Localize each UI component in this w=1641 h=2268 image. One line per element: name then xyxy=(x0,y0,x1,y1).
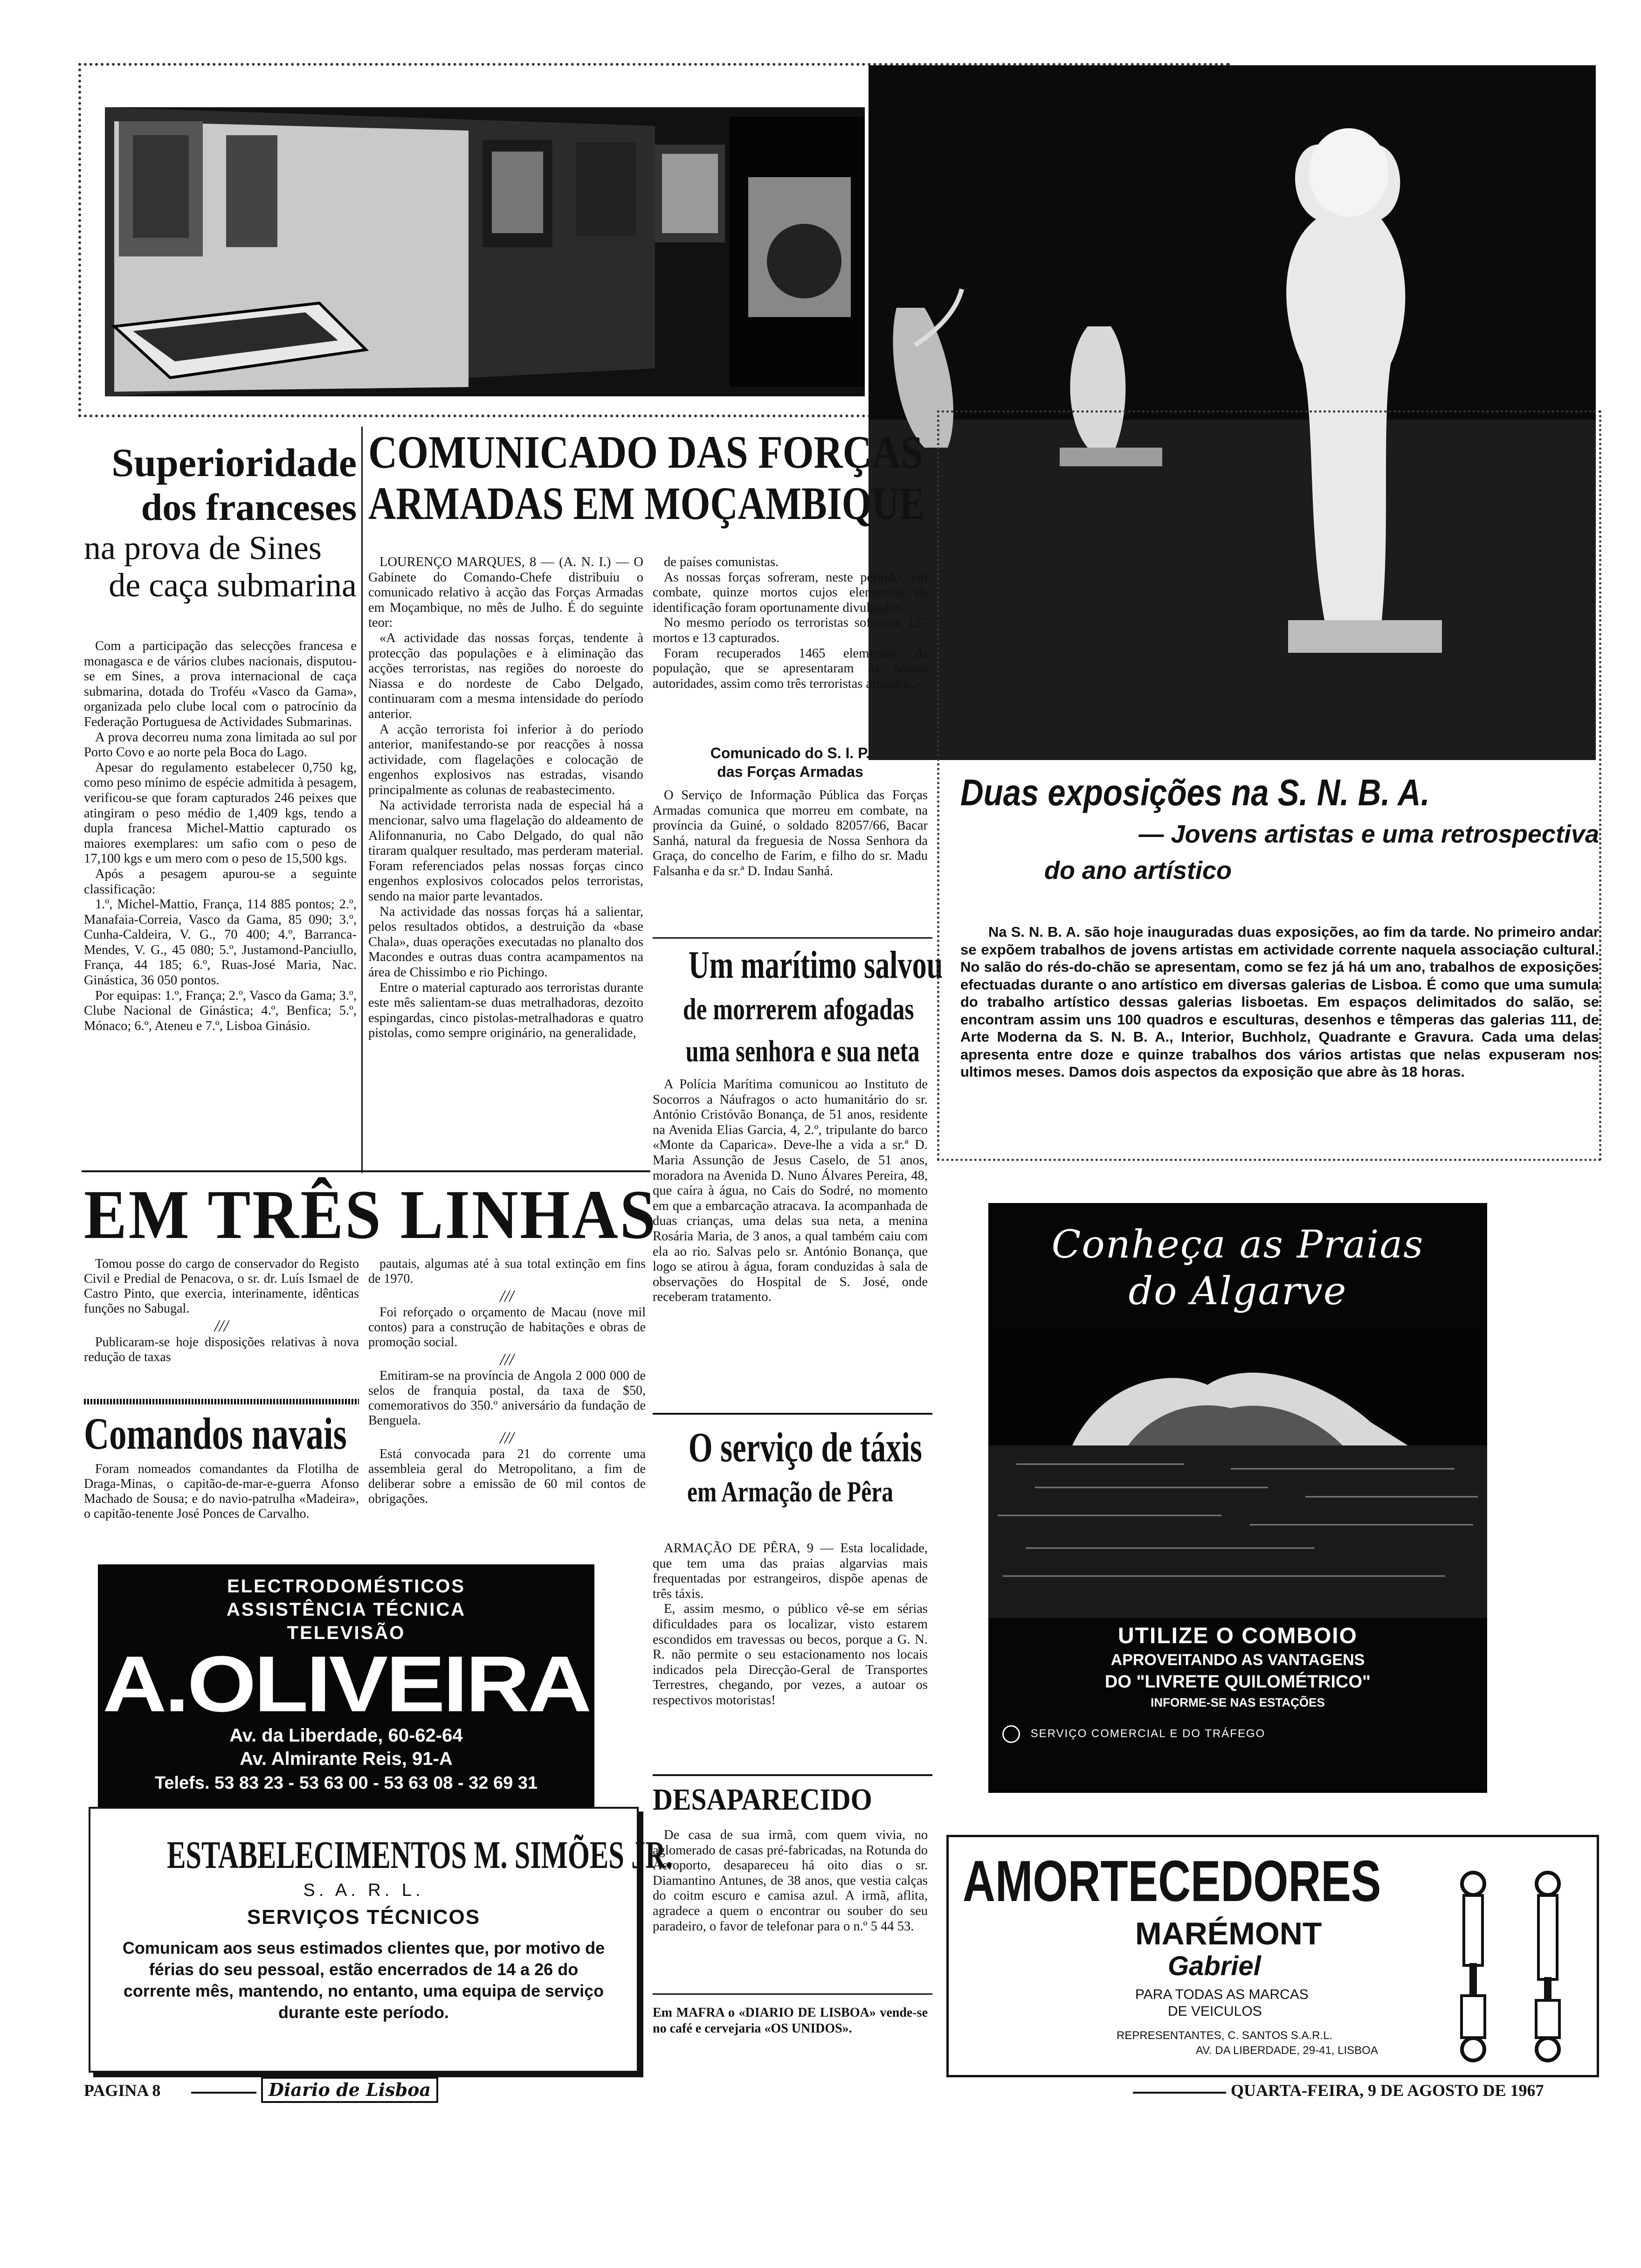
tres-linhas-item: Foi reforçado o orçamento de Macau (nove mil contos) para a construção de habitações e obras de promoção social. xyxy=(368,1305,646,1349)
exposicoes-title: Duas exposições na S. N. B. A. xyxy=(960,772,1430,813)
page-footer xyxy=(84,2075,1544,2103)
exposicoes-headline xyxy=(960,769,1599,889)
comunicado-paragraph: As nossas forças sofreram, neste período, em combate, quinze mortos cujos elementos de identificação foram oportunamente divulgados. xyxy=(653,570,928,615)
comandos-body xyxy=(84,1462,359,1521)
taxis-paragraph: ARMAÇÃO DE PÊRA, 9 — Esta localidade, que tem uma das praias algarvias mais frequentadas por estrangeiros, dispõe apenas de três táxis. xyxy=(653,1541,928,1601)
oliveira-brand: A.OLIVEIRA xyxy=(103,1640,590,1729)
footer-masthead: Diario de Lisboa xyxy=(261,2077,438,2103)
sines-headline xyxy=(84,441,357,604)
algarve-cta2: APROVEITANDO AS VANTAGENS xyxy=(1110,1651,1365,1669)
tres-linhas-item: pautais, algumas até à sua total extinção em fins de 1970. xyxy=(368,1257,646,1286)
exposicoes-subtitle-line1: — Jovens artistas e uma retrospectiva xyxy=(1138,820,1599,848)
tres-linhas-item: Publicaram-se hoje disposições relativas à nova redução de taxas xyxy=(84,1335,359,1364)
exposicoes-body: Na S. N. B. A. são hoje inauguradas duas exposições, ao fim da tarde. No primeiro andar se expõem trabalhos de jovens artistas em actividade corrente naquela associação cultural. No salão do rés-do-chão se apresentam, como se fez já há um ano, trabalhos de exposições efectuadas durante o ano artístico em diversas galerias de Lisboa. É como que uma sumula do trabalho artístico dessas galerias lisboetas. Em espaços delimitados do salão, se encontram assim uns 100 quadros e esculturas, desenhos e têmperas das galerias 111, de Arte Moderna da S. N. B. A., Interior, Buchholz, Quadrante e Gravura. Cada uma delas apresenta entre doze e quinze trabalhos dos vários artistas que nelas expuseram nos ultimos meses. Damos dois aspectos da exposição que abre às 18 horas. xyxy=(960,924,1599,1080)
amortecedores-rep2: AV. DA LIBERDADE, 29-41, LISBOA xyxy=(1196,2044,1378,2057)
comunicado-paragraph: Foram recuperados 1465 elementos da população, que se apresentaram às nossas autoridades, assim como três terroristas armados.» xyxy=(653,646,928,691)
ad-algarve xyxy=(988,1203,1487,1793)
desaparecido-body xyxy=(653,1828,928,1986)
comunicado-paragraph: No mesmo período os terroristas sofreram 127 mortos e 13 capturados. xyxy=(653,615,928,645)
algarve-footer-text: SERVIÇO COMERCIAL E DO TRÁFEGO xyxy=(1030,1727,1266,1740)
maritimo-title-line3: uma senhora e sua neta xyxy=(685,1034,920,1068)
sines-title-line4: de caça submarina xyxy=(109,567,357,604)
separator: /// xyxy=(500,1428,514,1447)
ad-simoes xyxy=(89,1807,673,2073)
maritimo-title-line1: Um marítimo salvou xyxy=(688,943,943,987)
comunicado-sip-body xyxy=(653,788,928,942)
sines-paragraph: 1.º, Michel-Mattio, França, 114 885 pontos; 2.º, Manafaia-Correia, Vasco da Gama, 85 090; 3.º, Cunha-Caldeira, V. G., 70 400; 4.º, Barranca-Mendes, V. G., 45 080; 5.º, Justamond-Panciullo, França, 44 185; 6.º, Ruas-José Maria, Nac. Ginástica, 36 050 pontos. xyxy=(84,897,357,988)
oliveira-line2: ASSISTÊNCIA TÉCNICA xyxy=(226,1599,466,1620)
tres-linhas-item: Tomou posse do cargo de conservador do Registo Civil e Predial de Penacova, o sr. dr. Luís Ismael de Castro Pinto, que exercia, interinamente, idênticas funções no Sabugal. xyxy=(84,1257,359,1316)
taxis-title-line2: em Armação de Pêra xyxy=(687,1476,894,1508)
taxis-paragraph: E, assim mesmo, o público vê-se em sérias dificuldades para os localizar, visto estarem escondidos em travessas ou becos, porque a G. N. R. não permite o seu estacionamento nos locais indicados pela Direcção-Geral de Transportes Terrestres, chegando, por vezes, a autoar os respectivos motoristas! xyxy=(653,1602,928,1708)
ad-amortecedores xyxy=(946,1835,1599,2077)
oliveira-line1: ELECTRODOMÉSTICOS xyxy=(227,1576,466,1597)
tres-linhas-item: Emitiram-se na província de Angola 2 000 000 de selos de franquia postal, da taxa de $50, comemorativos do 350.º aniversário da fundação de Benguela. xyxy=(368,1369,646,1428)
taxis-title-line1: O serviço de táxis xyxy=(688,1424,922,1471)
algarve-cta1: UTILIZE O COMBOIO xyxy=(1118,1624,1358,1648)
tres-linhas-col2 xyxy=(368,1257,646,1550)
footer-rule xyxy=(191,2092,256,2094)
sip-paragraph: O Serviço de Informação Pública das Forças Armadas comunica que morreu em combate, na província da Guiné, o soldado 82057/66, Bacar Sanhá, natural da freguesia de Nossa Senhora da Graça, do concelho de Farim, e filho do sr. Madu Falsanha e da sr.ª D. Indau Sanhá. xyxy=(653,788,928,878)
oliveira-line3: TELEVISÃO xyxy=(287,1623,406,1643)
separator: /// xyxy=(500,1286,514,1305)
exposicoes-subtitle-line2: do ano artístico xyxy=(1044,857,1232,885)
maritimo-body xyxy=(653,1077,928,1413)
footer-rule xyxy=(1133,2092,1226,2094)
cp-logo-icon xyxy=(1002,1725,1020,1743)
oliveira-phones: Telefs. 53 83 23 - 53 63 00 - 53 63 08 - 32 69 31 xyxy=(154,1773,538,1793)
comandos-paragraph: Foram nomeados comandantes da Flotilha de Draga-Minas, o capitão-de-mar-e-guerra Afonso Machado de Sousa; e do navio-patrulha «Madeira», o capitão-tenente José Ponces de Carvalho. xyxy=(84,1462,359,1521)
algarve-seascape xyxy=(988,1329,1487,1618)
sip-title-line1: Comunicado do S. I. P. xyxy=(710,745,870,761)
comunicado-paragraph: «A actividade das nossas forças, tendente à protecção das populações e à eliminação das acções terroristas, nas regiões do noroeste do Niassa e do nordeste de Cabo Delgado, continuaram com a mesma intensidade do período anterior. xyxy=(368,630,643,721)
sines-paragraph: Após a pesagem apurou-se a seguinte classificação: xyxy=(84,866,357,897)
rule xyxy=(653,1413,932,1415)
rule xyxy=(653,1993,932,1995)
rule xyxy=(653,1774,932,1776)
sines-title-line1: Superioridade xyxy=(111,440,357,485)
amortecedores-line2: DE VEICULOS xyxy=(1168,2004,1262,2019)
sines-body xyxy=(84,639,357,1163)
tres-linhas-item: Está convocada para 21 do corrente uma assembleia geral do Metropolitano, a fim de deliberar sobre a emissão de 60 mil contos de obrigações. xyxy=(368,1447,646,1506)
amortecedores-rep1: REPRESENTANTES, C. SANTOS S.A.R.L. xyxy=(1117,2029,1333,2042)
tres-linhas-col1 xyxy=(84,1257,359,1365)
column-divider xyxy=(361,427,363,1173)
footer-page-number: PAGINA 8 xyxy=(84,2081,161,2100)
algarve-headline1: Conheça as Praias xyxy=(1051,1223,1424,1267)
simoes-services: SERVIÇOS TÉCNICOS xyxy=(247,1906,481,1929)
comandos-title: Comandos navais xyxy=(84,1409,347,1459)
maritimo-headline xyxy=(653,942,943,1072)
sines-title-line2: dos franceses xyxy=(141,486,357,528)
amortecedores-line1: PARA TODAS AS MARCAS xyxy=(1135,1987,1309,2002)
comunicado-paragraph: A acção terrorista foi inferior à do período anterior, manifestando-se por reacções à nossa actividade, com flagelações e colocação de engenhos explosivos nas estradas, visando principalmente as colunas de reabastecimento. xyxy=(368,722,643,797)
oliveira-address2: Av. Almirante Reis, 91-A xyxy=(240,1749,453,1769)
rule xyxy=(84,1399,359,1404)
comunicado-body-col2 xyxy=(653,555,928,741)
algarve-footer xyxy=(988,1725,1487,1743)
amortecedores-brand1: MARÉMONT xyxy=(1135,1916,1322,1951)
sines-paragraph: Com a participação das selecções francesa e monagasca e de vários clubes nacionais, disputou-se em Sines, a prova internacional de caça submarina, dotada do Troféu «Vasco da Gama», organizada pelo clube local com o patrocínio da Federação Portuguesa de Actividades Submarinas. xyxy=(84,639,357,729)
comunicado-sip-heading xyxy=(653,744,928,781)
tres-linhas-title: EM TRÊS LINHAS xyxy=(84,1176,657,1253)
shock-absorber-icon xyxy=(1517,1870,1578,2066)
amortecedores-title: AMORTECEDORES xyxy=(963,1849,1381,1914)
simoes-body: Comunicam aos seus estimados clientes que, por motivo de férias do seu pessoal, estão encerrados de 14 a 26 do corrente mês, mantendo, no entanto, uma equipa de serviço durante este período. xyxy=(122,1938,605,2022)
rule xyxy=(82,1170,650,1172)
maritimo-paragraph: A Polícia Marítima comunicou ao Instituto de Socorros a Náufragos o acto humanitário do sr. António Cristóvão Bonança, de 51 anos, residente na Avenida Elias Garcia, 4, 2.º, tripulante do barco «Monte da Caparica». Deve-lhe a vida a sr.ª D. Maria Assunção de Jesus Caselo, de 51 anos, moradora na Avenida D. Nuno Álvares Pereira, 48, que caíra à água, no Cais do Sodré, no momento em que a embarcação atracava. Ia acompanhada de duas crianças, uma delas sua neta, a menina Rosária Maria, de 3 anos, a qual também caiu com ela ao rio. Salvas pelo sr. António Bonança, que logo se atirou à água, foram conduzidas à sala de observações do Hospital de S. José, onde receberam tratamento. xyxy=(653,1077,928,1305)
comunicado-headline xyxy=(368,427,942,529)
algarve-cta4: INFORME-SE NAS ESTAÇÕES xyxy=(1151,1695,1325,1709)
sip-title-line2: das Forças Armadas xyxy=(717,763,863,780)
sines-paragraph: A prova decorreu numa zona limitada ao sul por Porto Covo e ao norte pela Boca do Lago. xyxy=(84,730,357,760)
comunicado-title-line1: COMUNICADO DAS FORÇAS xyxy=(368,426,923,478)
sines-paragraph: Por equipas: 1.º, França; 2.º, Vasco da Gama; 3.º, Clube Nacional de Ginástica; 4.º, Benfica; 5.º, Mónaco; 6.º, Ateneu e 7.º, Lisboa Ginásio. xyxy=(84,988,357,1033)
exhibition-hall-photo xyxy=(105,107,865,396)
simoes-title: ESTABELECIMENTOS M. SIMÕES JR. xyxy=(167,1833,673,1877)
footer-date: QUARTA-FEIRA, 9 DE AGOSTO DE 1967 xyxy=(1231,2081,1544,2100)
shock-absorber-icon xyxy=(1443,1870,1503,2066)
sines-paragraph: Apesar do regulamento estabelecer 0,750 kg, como peso mínimo de espécie admitida à pesagem, verificou-se que foram capturados 246 peixes que atingiram o peso médio de 1,409 kgs, tendo a dupla francesa Michel-Mattio capturado os maiores exemplares: um safio com o peso de 17,100 kgs e um mero com o peso de 15,500 kgs. xyxy=(84,760,357,866)
separator: /// xyxy=(214,1316,228,1335)
rule xyxy=(653,937,932,939)
mafra-note: Em MAFRA o «DIARIO DE LISBOA» vende-se no café e cervejaria «OS UNIDOS». xyxy=(653,2005,928,2036)
maritimo-title-line2: de morrerem afogadas xyxy=(683,992,914,1026)
comunicado-paragraph: Na actividade das nossas forças há a salientar, pelos resultados obtidos, a destruição da «base Chala», duas operações executadas no planalto dos Macondes e outras duas contra acampamentos na área de Chissimbo e rio Pichingo. xyxy=(368,904,643,980)
simoes-sarl: S. A. R. L. xyxy=(303,1881,424,1900)
desaparecido-title: DESAPARECIDO xyxy=(653,1783,872,1817)
comunicado-paragraph: Na actividade terrorista nada de especial há a mencionar, salvo uma flagelação do aldeamento de Alifonnanuria, no Cabo Delgado, do qual não tiraram qualquer resultado, mas perderam material. Foram referenciados pelas nossas forças cinco engenhos explosivos colocados pelos terroristas, sendo na maior parte levantados. xyxy=(368,798,643,904)
separator: /// xyxy=(500,1350,514,1369)
taxis-body xyxy=(653,1541,928,1774)
ad-oliveira xyxy=(98,1564,594,1828)
comunicado-paragraph: de países comunistas. xyxy=(664,555,779,569)
sines-title-line3: na prova de Sines xyxy=(84,529,322,567)
algarve-cta3: DO "LIVRETE QUILOMÉTRICO" xyxy=(1104,1672,1371,1692)
desaparecido-paragraph: De casa de sua irmã, com quem vivia, no aglomerado de casas pré-fabricadas, na Rotunda do Aeroporto, desapareceu há oito dias o sr. Diamantino Antunes, de 38 anos, que vestia calças do coitm escuro e camisa azul. A irmã, aflita, agradece a quem o encontrar ou souber do seu paradeiro, o favor de telefonar para o n.º 5 44 53. xyxy=(653,1828,928,1934)
amortecedores-brand2: Gabriel xyxy=(1168,1951,1261,1981)
comunicado-paragraph: LOURENÇO MARQUES, 8 — (A. N. I.) — O Gabinete do Comando-Chefe distribuiu o comunicado relativo à acção das Forças Armadas em Moçambique, no mês de Julho. É do seguinte teor: xyxy=(368,555,643,630)
oliveira-address1: Av. da Liberdade, 60-62-64 xyxy=(229,1725,463,1746)
comunicado-body-col1 xyxy=(368,555,643,1166)
comunicado-paragraph: Entre o material capturado aos terroristas durante este mês salientam-se duas metralhadoras, dezoito espingardas, cinco pistolas-metralhadoras e quatro pistolas, como sempre originário, na generalidade, xyxy=(368,980,643,1041)
exhibition-hall-illustration xyxy=(105,107,865,396)
taxis-headline xyxy=(653,1422,928,1511)
comunicado-title-line2: ARMADAS EM MOÇAMBIQUE xyxy=(368,477,925,529)
algarve-headline2: do Algarve xyxy=(1128,1269,1347,1314)
